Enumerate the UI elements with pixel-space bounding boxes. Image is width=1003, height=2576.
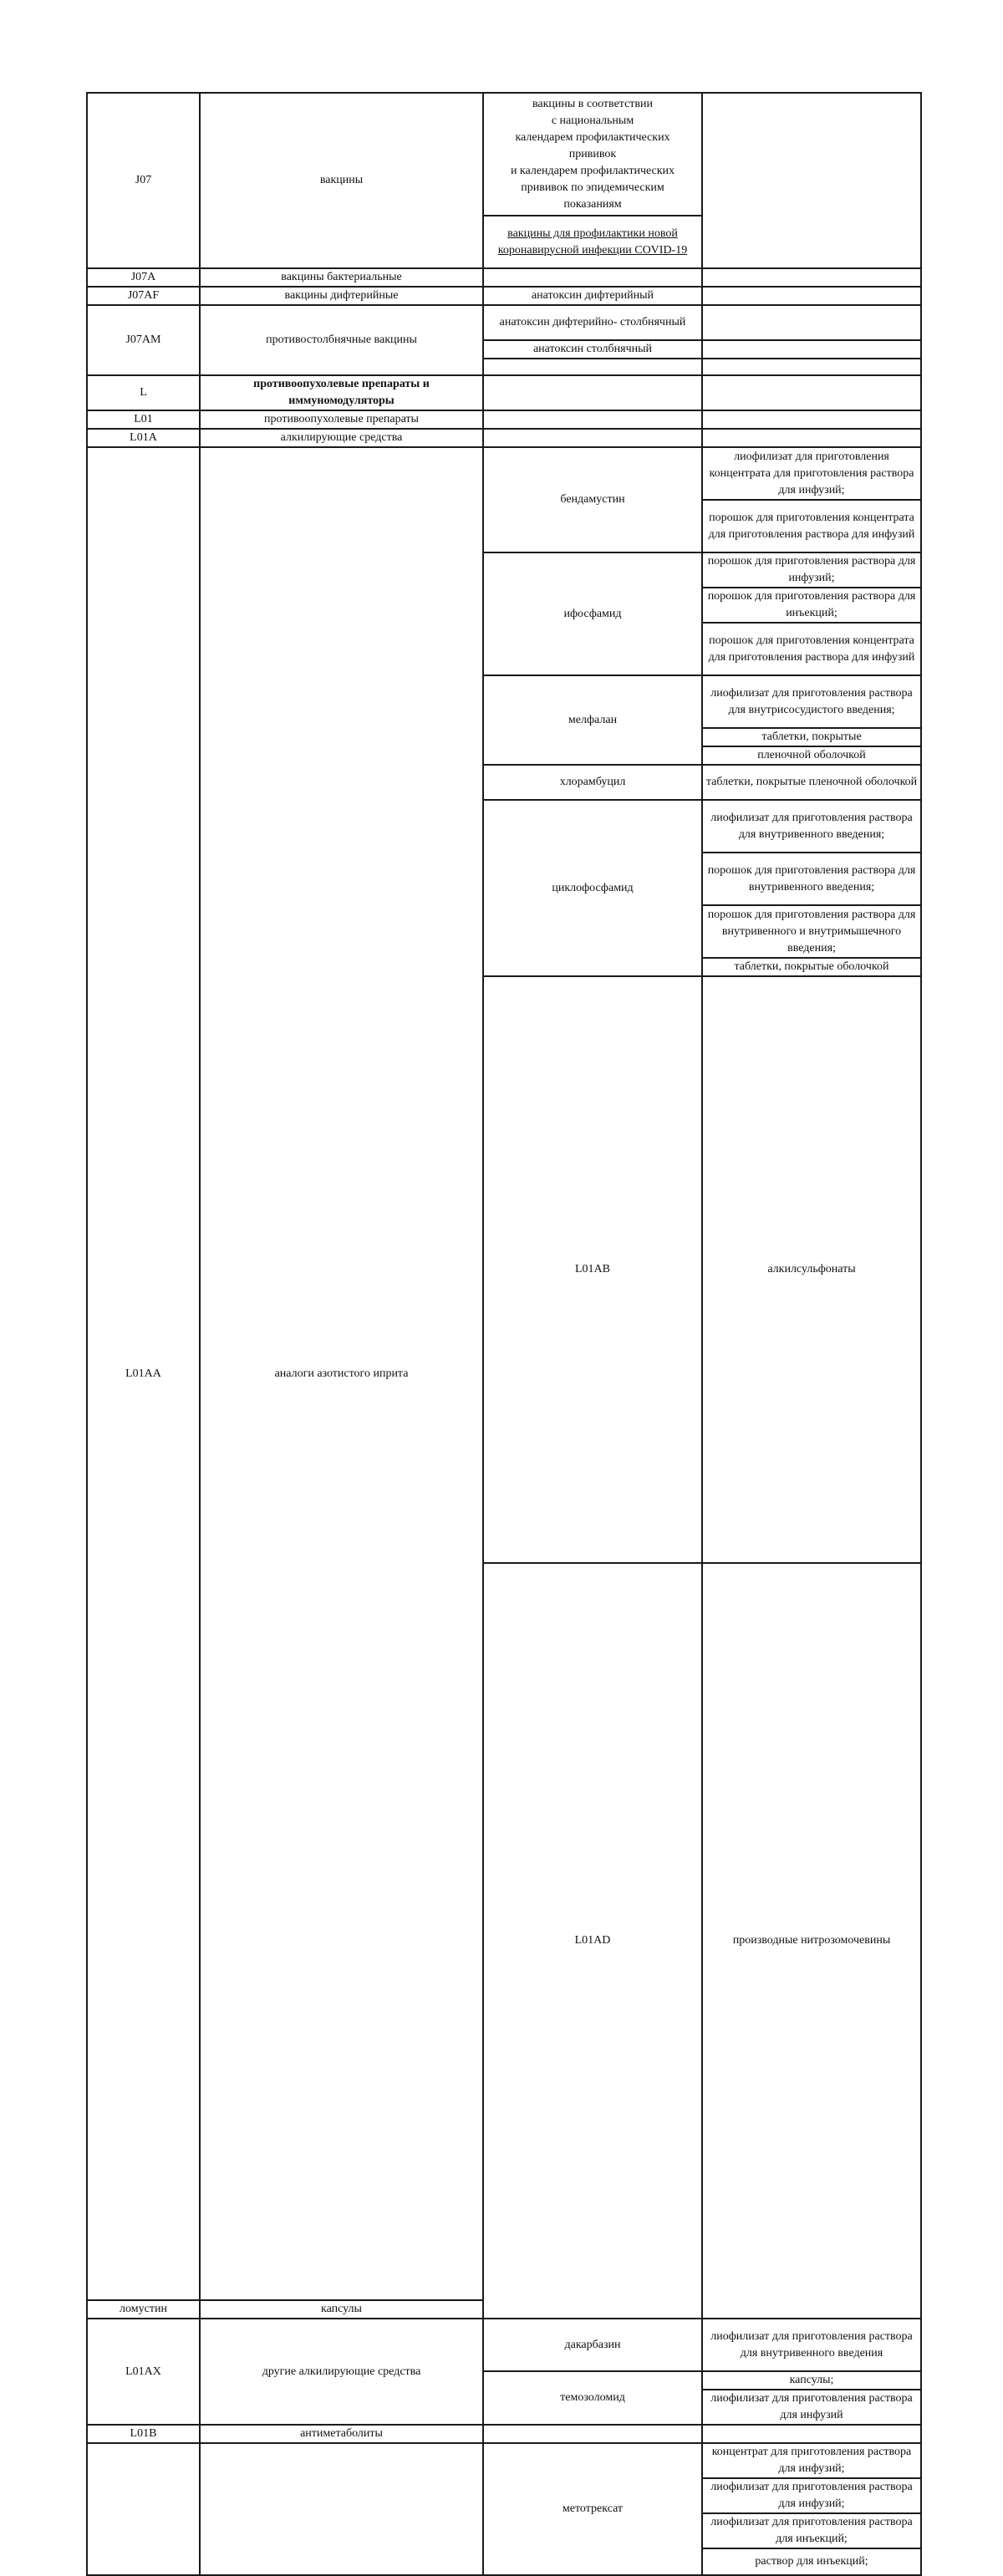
drug-name: дакарбазин bbox=[483, 2319, 702, 2371]
dosage-form bbox=[702, 340, 921, 359]
dosage-form: таблетки, покрытые пленочной оболочкой bbox=[702, 765, 921, 800]
drug-name: вакцины для профилактики новой коронавирусной инфекции COVID-19 bbox=[483, 216, 702, 268]
table-row bbox=[87, 2443, 921, 2478]
dosage-form: лиофилизат для приготовления раствора для инфузий bbox=[702, 2390, 921, 2425]
table-row bbox=[87, 2319, 921, 2371]
dosage-form bbox=[702, 429, 921, 447]
atc-group-name: вакцины дифтерийные bbox=[200, 287, 483, 305]
atc-code: L01A bbox=[87, 429, 200, 447]
atc-code bbox=[87, 2443, 200, 2575]
atc-group-name: противоопухолевые препараты bbox=[200, 410, 483, 429]
dosage-form: лиофилизат для приготовления раствора для внутрисосудистого введения; bbox=[702, 675, 921, 728]
drug-name: анатоксин столбнячный bbox=[483, 340, 702, 359]
dosage-form: пленочной оболочкой bbox=[702, 746, 921, 765]
atc-group-name bbox=[200, 2443, 483, 2575]
dosage-form: таблетки, покрытые bbox=[702, 728, 921, 746]
drug-name bbox=[483, 268, 702, 287]
dosage-form: лиофилизат для приготовления раствора для инфузий; bbox=[702, 2478, 921, 2513]
atc-group-name: производные нитрозомочевины bbox=[702, 1563, 921, 2319]
table-row bbox=[87, 410, 921, 429]
atc-code: L01AB bbox=[483, 976, 702, 1563]
atc-group-name: вакцины бактериальные bbox=[200, 268, 483, 287]
atc-code: L01AA bbox=[87, 447, 200, 2300]
dosage-form: концентрат для приготовления раствора для инфузий; bbox=[702, 2443, 921, 2478]
atc-code: J07AF bbox=[87, 287, 200, 305]
drug-name bbox=[483, 375, 702, 410]
drug-name: анатоксин дифтерийно- столбнячный bbox=[483, 305, 702, 340]
drug-name bbox=[483, 429, 702, 447]
table-row bbox=[87, 375, 921, 410]
dosage-form: лиофилизат для приготовления раствора для внутривенного введения bbox=[702, 2319, 921, 2371]
atc-group-name: вакцины bbox=[200, 93, 483, 268]
atc-group-name: противостолбнячные вакцины bbox=[200, 305, 483, 375]
table-row bbox=[87, 305, 921, 340]
dosage-form bbox=[702, 287, 921, 305]
atc-code: L01 bbox=[87, 410, 200, 429]
drug-name bbox=[483, 410, 702, 429]
table-row bbox=[87, 287, 921, 305]
atc-code: L01AD bbox=[483, 1563, 702, 2319]
table-row bbox=[87, 93, 921, 216]
atc-code: L01B bbox=[87, 2425, 200, 2443]
drug-name: хлорамбуцил bbox=[483, 765, 702, 800]
atc-group-name: антиметаболиты bbox=[200, 2425, 483, 2443]
dosage-form: порошок для приготовления концентрата для приготовления раствора для инфузий bbox=[702, 500, 921, 552]
dosage-form: капсулы; bbox=[702, 2371, 921, 2390]
dosage-form: порошок для приготовления раствора для внутривенного введения; bbox=[702, 853, 921, 905]
table-row bbox=[87, 447, 921, 500]
dosage-form: капсулы bbox=[200, 2300, 483, 2319]
dosage-form bbox=[702, 375, 921, 410]
drug-name: темозоломид bbox=[483, 2371, 702, 2425]
dosage-form: порошок для приготовления раствора для инфузий; bbox=[702, 552, 921, 588]
atc-group-name: аналоги азотистого иприта bbox=[200, 447, 483, 2300]
dosage-form: лиофилизат для приготовления раствора для внутривенного введения; bbox=[702, 800, 921, 853]
dosage-form bbox=[702, 2425, 921, 2443]
dosage-form: таблетки, покрытые оболочкой bbox=[702, 958, 921, 976]
medication-table bbox=[86, 92, 922, 2576]
dosage-form bbox=[702, 305, 921, 340]
dosage-form bbox=[702, 410, 921, 429]
atc-group-name: другие алкилирующие средства bbox=[200, 2319, 483, 2425]
dosage-form: порошок для приготовления раствора для внутривенного и внутримышечного введения; bbox=[702, 905, 921, 958]
drug-name: циклофосфамид bbox=[483, 800, 702, 976]
table-row bbox=[87, 2425, 921, 2443]
drug-name: вакцины в соответствии с национальным календарем профилактических прививок и календарем профилактических прививок по эпидемическим показаниям bbox=[483, 93, 702, 216]
atc-code: L01AX bbox=[87, 2319, 200, 2425]
drug-name: метотрексат bbox=[483, 2443, 702, 2575]
drug-name: анатоксин дифтерийный bbox=[483, 287, 702, 305]
drug-name: ифосфамид bbox=[483, 552, 702, 675]
drug-name: ломустин bbox=[87, 2300, 200, 2319]
dosage-form bbox=[702, 93, 921, 268]
atc-code: L bbox=[87, 375, 200, 410]
drug-name bbox=[483, 359, 702, 375]
table-row bbox=[87, 268, 921, 287]
medication-table-body bbox=[87, 93, 921, 2575]
dosage-form: порошок для приготовления концентрата для приготовления раствора для инфузий bbox=[702, 623, 921, 675]
dosage-form: порошок для приготовления раствора для инъекций; bbox=[702, 588, 921, 623]
atc-code: J07A bbox=[87, 268, 200, 287]
dosage-form: лиофилизат для приготовления концентрата для приготовления раствора для инфузий; bbox=[702, 447, 921, 500]
atc-group-name: алкилсульфонаты bbox=[702, 976, 921, 1563]
dosage-form bbox=[702, 268, 921, 287]
dosage-form: раствор для инъекций; bbox=[702, 2548, 921, 2575]
table-row bbox=[87, 429, 921, 447]
dosage-form: лиофилизат для приготовления раствора для инъекций; bbox=[702, 2513, 921, 2548]
atc-group-name: алкилирующие средства bbox=[200, 429, 483, 447]
atc-code: J07 bbox=[87, 93, 200, 268]
drug-name: мелфалан bbox=[483, 675, 702, 765]
drug-name: бендамустин bbox=[483, 447, 702, 552]
atc-code: J07AM bbox=[87, 305, 200, 375]
dosage-form bbox=[702, 359, 921, 375]
drug-name bbox=[483, 2425, 702, 2443]
atc-group-name: противоопухолевые препараты и иммуномодуляторы bbox=[200, 375, 483, 410]
